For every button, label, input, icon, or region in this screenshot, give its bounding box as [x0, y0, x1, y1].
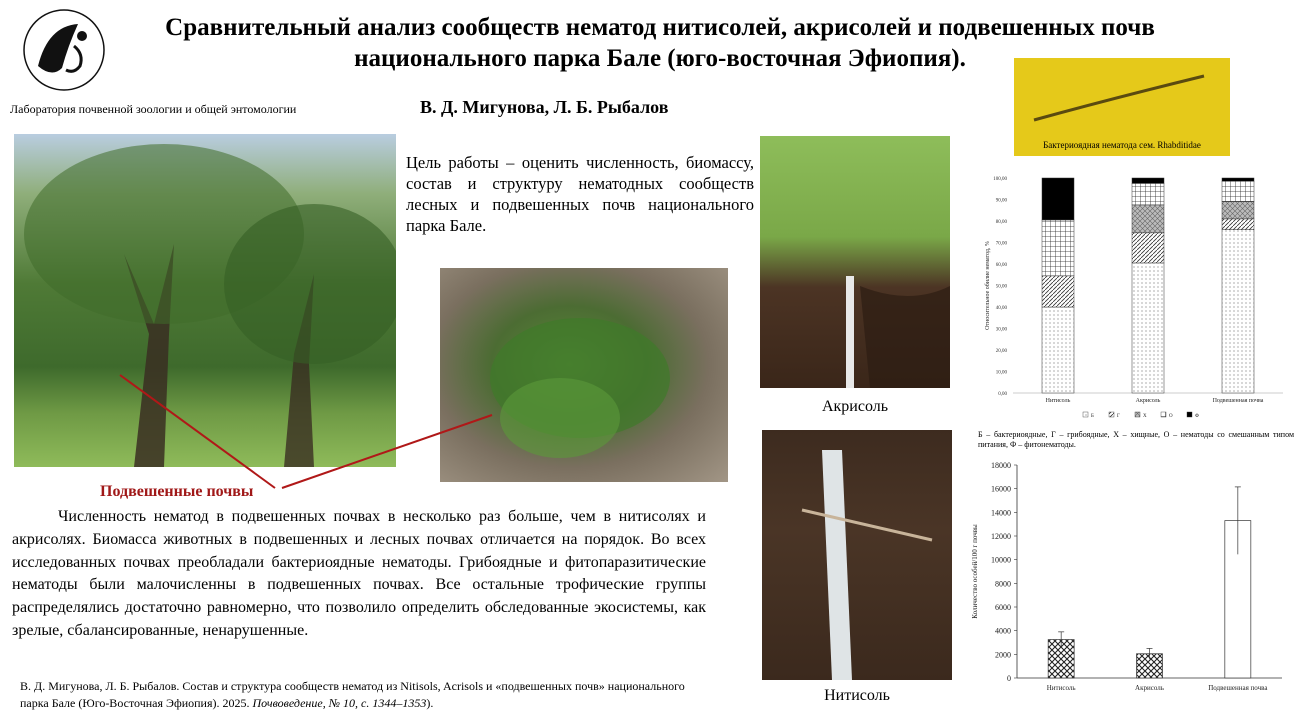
aim-text: Цель работы – оценить численность, биомассу, состав и структуру нематодных сообществ лесных и подвешенных почв национального парка Бале. [406, 153, 754, 235]
y-tick-label: 100,00 [993, 177, 1007, 182]
nematode-caption: Бактериоядная нематода сем. Rhabditidae [1043, 140, 1201, 150]
citation-end: ). [426, 696, 434, 710]
x-tick-label: Подвешенная почва [1208, 684, 1268, 692]
y-tick-label: 70,00 [995, 241, 1007, 247]
findings-text: Численность нематод в подвешенных почвах в несколько раз больше, чем в нитисолях и акрисолях. Биомасса животных в подвешенных и лесных почвах отличается на порядок. Во всех исследованных почвах преобладали бактериоядные нематоды. Грибоядные и фитопаразитические нематоды были малочисленны в подвешенных почвах. Все остальные трофические группы распределялись достаточно равномерно, что позволило определить обследованные экосистемы, как зрелые, сбалансированные, ненарушенные. [12, 508, 706, 639]
bar-segment [1222, 230, 1254, 393]
x-tick-label: Подвешенная почва [1212, 398, 1264, 404]
bar-segment [1042, 220, 1074, 276]
authors: В. Д. Мигунова, Л. Б. Рыбалов [420, 97, 669, 117]
bar-segment [1222, 219, 1254, 230]
bar-segment [1132, 205, 1164, 233]
y-tick-label: 12000 [991, 532, 1011, 541]
x-tick-label: Акрисоль [1135, 398, 1161, 404]
bar-segment [1132, 178, 1164, 183]
y-tick-label: 50,00 [995, 284, 1007, 290]
y-axis-label: Относительное обилие нематод, % [985, 241, 991, 330]
y-tick-label: 90,00 [995, 198, 1007, 204]
y-tick-label: 30,00 [995, 327, 1007, 333]
y-tick-label: 14000 [991, 508, 1011, 518]
bar-segment [1222, 202, 1254, 219]
trophic-groups-note: Б – бактериоядные, Г – грибоядные, Х – хищные, О – нематоды со смешанным типом питания, Ф – фитонематоды. [978, 430, 1294, 449]
y-tick-label: 10,00 [995, 370, 1007, 376]
y-tick-label: 0,00 [998, 392, 1007, 397]
title-line-2: национального парка Бале (юго-восточная Эфиопия). [354, 45, 966, 72]
nematode-photo [1014, 58, 1230, 156]
y-tick-label: 4000 [995, 626, 1011, 636]
abundance-count-chart [965, 455, 1295, 700]
legend-swatch [1161, 412, 1166, 417]
y-tick-label: 6000 [995, 603, 1011, 612]
y-tick-label: 0 [1007, 674, 1011, 683]
y-tick-label: 16000 [991, 484, 1011, 494]
bar-segment [1222, 178, 1254, 181]
legend-label: Г [1117, 414, 1120, 419]
title-line-1: Сравнительный анализ сообществ нематод нитисолей, акрисолей и подвешенных почв [165, 14, 1155, 41]
citation-journal: Почвоведение, № 10, с. 1344–1353 [252, 696, 427, 710]
lab-name: Лаборатория почвенной зоологии и общей энтомологии [10, 102, 297, 116]
legend-swatch [1109, 412, 1114, 417]
acrisol-photo [760, 136, 950, 388]
legend-swatch [1083, 412, 1088, 417]
y-tick-label: 40,00 [995, 306, 1007, 311]
bar-segment [1042, 178, 1074, 220]
stacked-abundance-chart [965, 166, 1295, 428]
acrisol-caption: Акрисоль [821, 398, 889, 415]
legend-swatch [1135, 412, 1140, 417]
y-axis-label: Количество особей/100 г почвы [971, 524, 979, 619]
citation-text: В. Д. Мигунова, Л. Б. Рыбалов. Состав и структура сообществ нематод из Nitisols, Acrisols и «подвешенных почв» национального парка Бале (Юго-Восточная Эфиопия). 2025. [20, 679, 685, 710]
nitisol-caption: Нитисоль [824, 687, 890, 704]
y-tick-label: 60,00 [995, 263, 1007, 268]
legend-swatch [1187, 412, 1192, 417]
bar-segment [1132, 233, 1164, 263]
y-tick-label: 2000 [995, 650, 1011, 660]
bar-segment [1132, 263, 1164, 393]
x-tick-label: Акрисоль [1135, 684, 1164, 692]
legend-label: Б [1091, 414, 1094, 419]
legend-label: О [1169, 414, 1173, 419]
nitisol-photo [762, 430, 952, 680]
bar-segment [1132, 183, 1164, 205]
y-tick-label: 20,00 [995, 349, 1007, 354]
citation [20, 678, 710, 712]
y-tick-label: 10000 [991, 555, 1011, 565]
bar-segment [1042, 276, 1074, 307]
pointer-lines [0, 0, 760, 520]
legend-label: Ф [1195, 414, 1199, 419]
bar-segment [1042, 307, 1074, 393]
y-tick-label: 8000 [995, 579, 1011, 589]
x-tick-label: Нитисоль [1045, 398, 1071, 404]
suspended-soils-label: Подвешенные почвы [100, 483, 254, 500]
x-tick-label: Нитисоль [1046, 684, 1076, 692]
legend-label: Х [1143, 414, 1147, 419]
y-tick-label: 80,00 [995, 220, 1007, 225]
bar-segment [1222, 181, 1254, 201]
y-tick-label: 18000 [991, 461, 1011, 470]
